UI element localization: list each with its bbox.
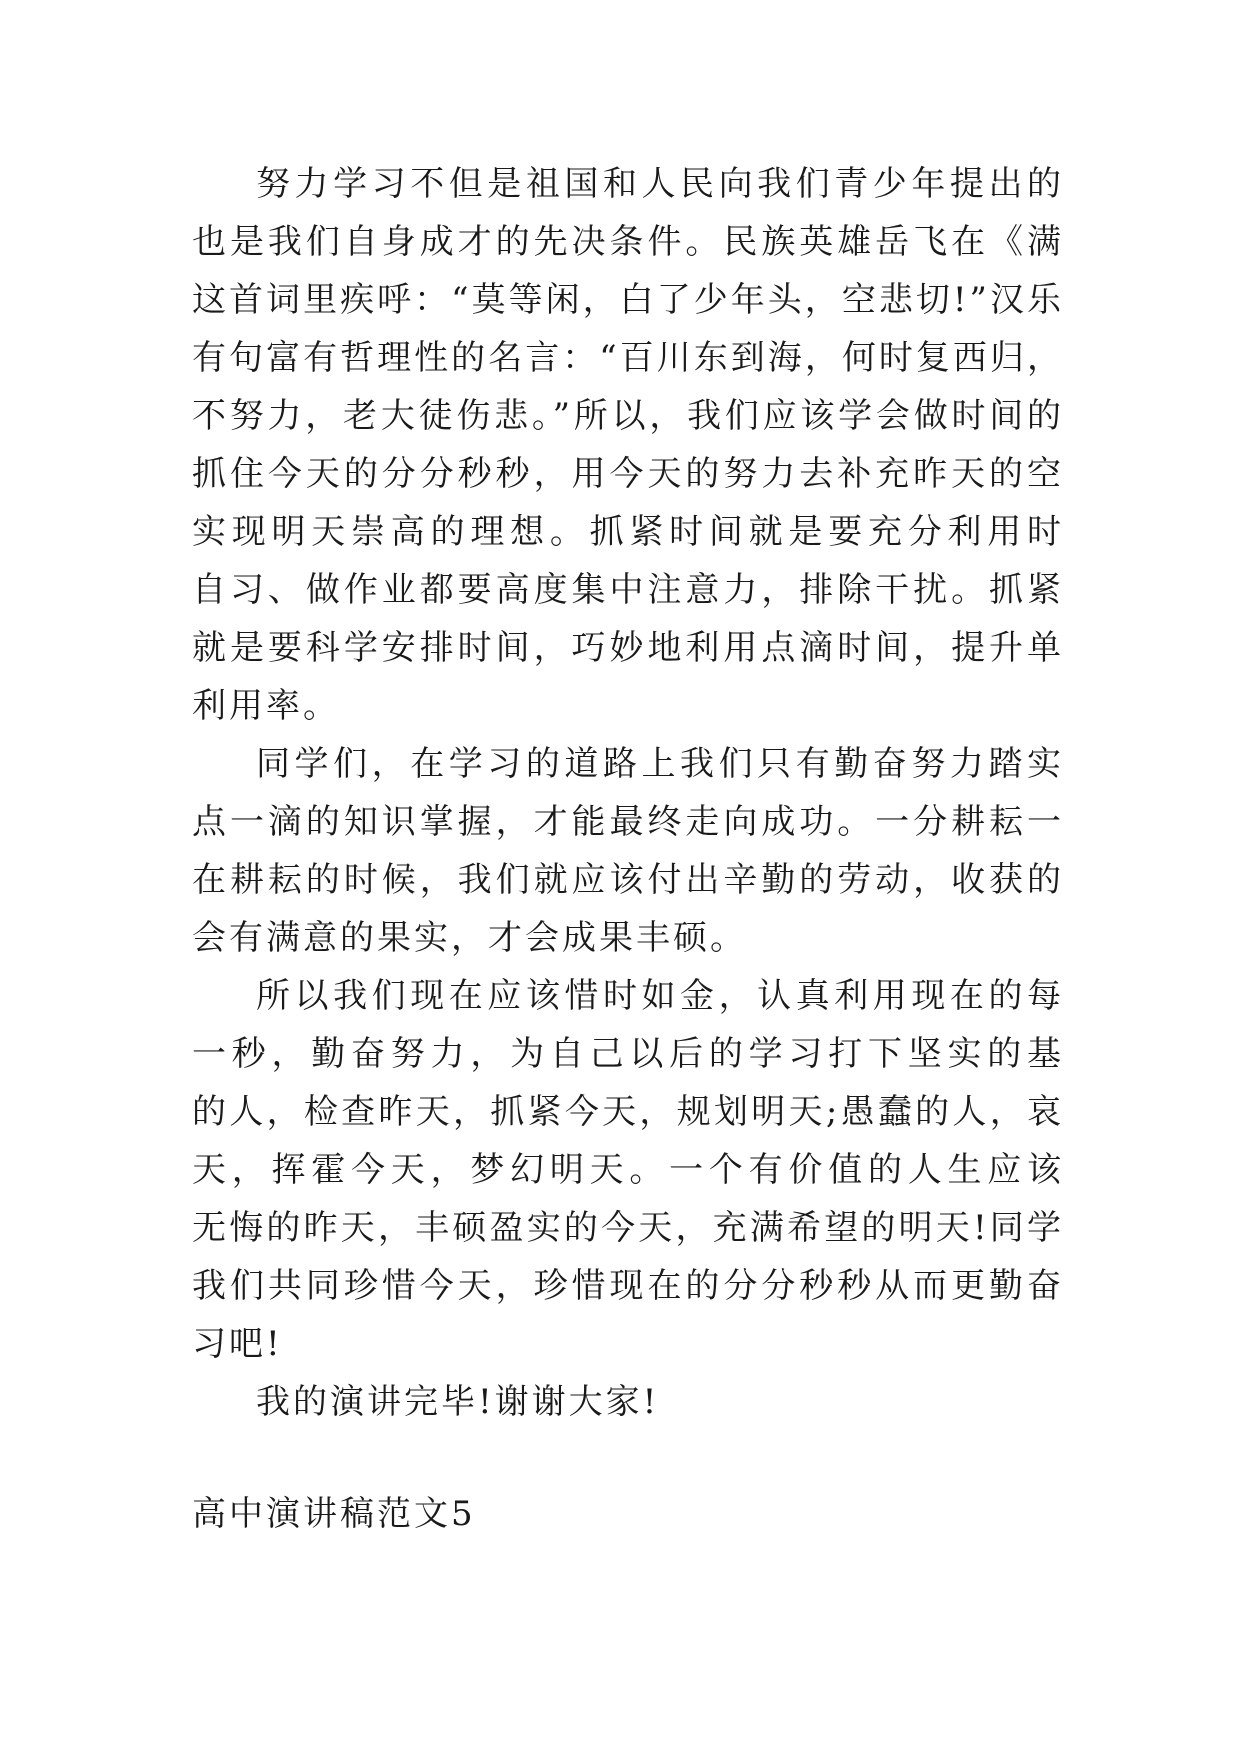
paragraph-1	[192, 155, 1064, 735]
text-line: 会有满意的果实，才会成果丰硕。	[192, 918, 747, 958]
text-line: 努力学习不但是祖国和人民向我们青少年提出的	[256, 164, 1064, 204]
section-heading: 高中演讲稿范文5	[192, 1494, 476, 1534]
paragraph-3	[192, 967, 1064, 1373]
text-line: 抓住今天的分分秒秒，用今天的努力去补充昨天的空	[192, 454, 1064, 494]
text-line: 自习、做作业都要高度集中注意力，排除干扰。抓紧	[192, 570, 1064, 610]
text-line: 在耕耘的时候，我们就应该付出辛勤的劳动，收获的	[192, 860, 1064, 900]
text-line: 无悔的昨天，丰硕盈实的今天，充满希望的明天!同学	[192, 1208, 1064, 1248]
text-line: 点一滴的知识掌握，才能最终走向成功。一分耕耘一	[192, 802, 1064, 842]
text-line: 同学们，在学习的道路上我们只有勤奋努力踏实	[256, 744, 1064, 784]
text-line: 也是我们自身成才的先决条件。民族英雄岳飞在《满	[192, 222, 1064, 262]
text-line: 我的演讲完毕!谢谢大家!	[256, 1382, 660, 1422]
text-line: 习吧!	[192, 1324, 283, 1364]
text-line: 这首词里疾呼：“莫等闲，白了少年头，空悲切!”汉乐	[192, 280, 1064, 320]
text-line: 实现明天崇高的理想。抓紧时间就是要充分利用时	[192, 512, 1064, 552]
text-line: 的人，检查昨天，抓紧今天，规划明天;愚蠢的人，哀	[192, 1092, 1064, 1132]
text-line: 就是要科学安排时间，巧妙地利用点滴时间，提升单	[192, 628, 1064, 668]
text-line: 所以我们现在应该惜时如金，认真利用现在的每	[256, 976, 1064, 1016]
paragraph-4	[192, 1373, 1064, 1431]
text-line: 我们共同珍惜今天，珍惜现在的分分秒秒从而更勤奋	[192, 1266, 1064, 1306]
paragraph-2	[192, 735, 1064, 967]
text-line: 天，挥霍今天，梦幻明天。一个有价值的人生应该	[192, 1150, 1064, 1190]
text-line: 不努力，老大徒伤悲。”所以，我们应该学会做时间的	[192, 396, 1064, 436]
text-line: 有句富有哲理性的名言：“百川东到海，何时复西归，	[192, 338, 1064, 378]
speech-body	[192, 155, 1064, 1431]
text-line: 利用率。	[192, 686, 340, 726]
text-line: 一秒，勤奋努力，为自己以后的学习打下坚实的基	[192, 1034, 1064, 1074]
